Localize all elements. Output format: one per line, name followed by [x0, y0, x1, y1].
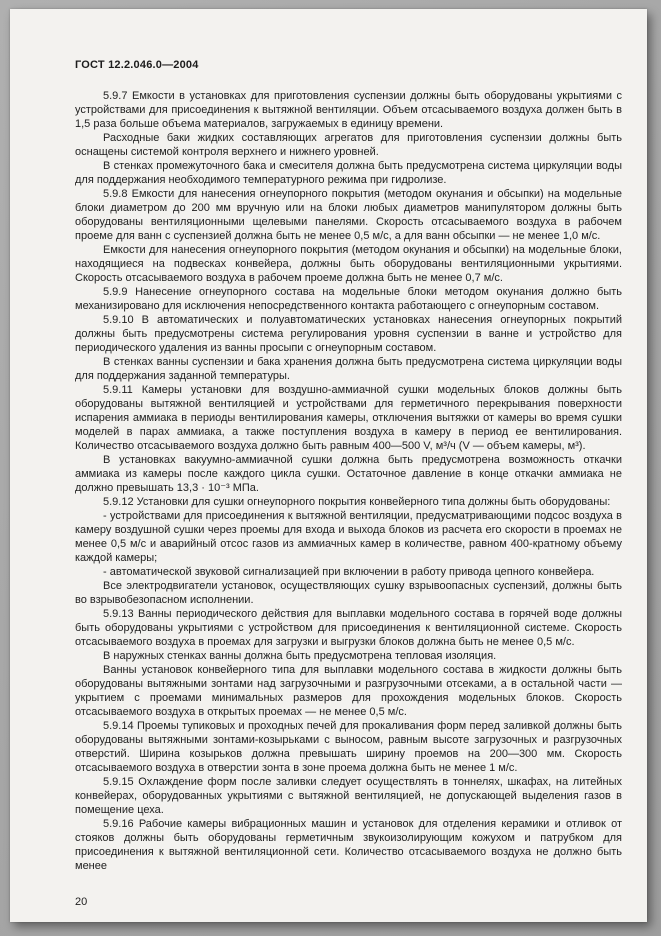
paragraph: Емкости для нанесения огнеупорного покрытия (методом окунания и обсыпки) на модельные блоки, находящиеся на подвесках конвейера, должны быть оборудованы вентиляционными укрытиями. Скорость отсасываемого воздуха в рабочем проеме должна быть не менее 0,7 м/с.	[75, 244, 622, 284]
paragraph: Расходные баки жидких составляющих агрегатов для приготовления суспензии должны быть оснащены системой контроля верхнего и нижнего уровней.	[75, 132, 622, 158]
paragraph: В стенках ванны суспензии и бака хранения должна быть предусмотрена система циркуляции воды для поддержания заданной температуры.	[75, 356, 622, 382]
paragraph: В установках вакуумно-аммиачной сушки должна быть предусмотрена возможность откачки аммиака из камеры после каждого цикла сушки. Остаточное давление в конце откачки аммиака не должно превышать 13,3 · 10⁻³ МПа.	[75, 454, 622, 494]
paragraph: Ванны установок конвейерного типа для выплавки модельного состава в жидкости должны быть оборудованы вытяжными зонтами над загрузочными и разгрузочными отсеками, а в остальной части — укрытием с проемами минимальных размеров для прохождения модельных блоков. Скорость отсасываемого воздуха в открытых проемах — не менее 0,5 м/с.	[75, 664, 622, 718]
paragraph-5-9-10: 5.9.10 В автоматических и полуавтоматических установках нанесения огнеупорных покрытий должны быть предусмотрены система регулирования уровня суспензии в ванне и устройство для периодического удаления из ванны просыпи с огнеупорным составом.	[75, 314, 622, 354]
document-body	[75, 89, 622, 873]
paragraph: В наружных стенках ванны должна быть предусмотрена тепловая изоляция.	[103, 650, 497, 662]
paragraph-5-9-13: 5.9.13 Ванны периодического действия для выплавки модельного состава в горячей воде должны быть оборудованы укрытиями с устройством для присоединения к вентиляционной системе. Скорость отсасываемого воздуха в проемах для загрузки и выгрузки блоков должна быть не менее 0,5 м/с.	[75, 608, 622, 648]
paragraph: Все электродвигатели установок, осуществляющих сушку взрывоопасных суспензий, должны быть во взрывобезопасном исполнении.	[75, 580, 622, 606]
paragraph-5-9-7: 5.9.7 Емкости в установках для приготовления суспензии должны быть оборудованы укрытиями с устройствами для присоединения к вытяжной вентиляции. Объем отсасываемого воздуха должен быть в 1,5 раза больше объема материалов, загружаемых в единицу времени.	[75, 90, 622, 130]
paragraph-5-9-11: 5.9.11 Камеры установки для воздушно-аммиачной сушки модельных блоков должны быть оборудованы вытяжной вентиляцией и устройствами для герметичного перекрывания поверхности испарения аммиака в периоды вентилирования камеры, отключения вытяжки от камеры во время сушки моделей в парах аммиака, а также поступления воздуха в камеру в период ее вентилирования. Количество отсасываемого воздуха должно быть равным 400—500 V, м³/ч (V — объем камеры, м³).	[75, 384, 622, 452]
paragraph-5-9-9: 5.9.9 Нанесение огнеупорного состава на модельные блоки методом окунания должно быть механизировано для исключения непосредственного контакта работающего с огнеупорным составом.	[75, 286, 622, 312]
paragraph-5-9-14: 5.9.14 Проемы тупиковых и проходных печей для прокаливания форм перед заливкой должны быть оборудованы вытяжными зонтами-козырьками с выносом, равным высоте загрузочных и разгрузочных отверстий. Ширина козырьков должна превышать ширину проемов на 200—300 мм. Скорость отсасываемого воздуха в отверстии зонта в зоне проема должна быть не менее 1 м/с.	[75, 720, 622, 774]
document-page	[10, 9, 647, 922]
paragraph-5-9-15: 5.9.15 Охлаждение форм после заливки следует осуществлять в тоннелях, шкафах, на литейных конвейерах, оборудованных укрытиями с вытяжной вентиляцией, не допускающей выделения газов в помещение цеха.	[75, 776, 622, 816]
paragraph-5-9-12: 5.9.12 Установки для сушки огнеупорного покрытия конвейерного типа должны быть оборудованы:	[103, 496, 611, 508]
list-item-dash: - автоматической звуковой сигнализацией при включении в работу привода цепного конвейера.	[103, 566, 595, 578]
standard-number-header: ГОСТ 12.2.046.0—2004	[75, 59, 199, 71]
paragraph-5-9-16: 5.9.16 Рабочие камеры вибрационных машин и установок для отделения керамики и отливок от стояков должны быть оборудованы герметичным звукоизолирующим кожухом и патрубком для присоединения к вытяжной вентиляционной сети. Количество отсасываемого воздуха не должно быть менее	[75, 818, 622, 872]
list-item-dash: - устройствами для присоединения к вытяжной вентиляции, предусматривающими подсос воздуха в камеру воздушной сушки через проемы для входа и выхода блоков из расчета его скорости в проемах не менее 0,5 м/с и аварийный отсос газов из аммиачных камер в количестве, равном 400-кратному объему каждой камеры;	[75, 510, 622, 564]
page-number: 20	[75, 896, 88, 908]
paragraph-5-9-8: 5.9.8 Емкости для нанесения огнеупорного покрытия (методом окунания и обсыпки) на модельные блоки диаметром до 200 мм вручную или на блоки любых диаметров манипулятором должны быть оборудованы вентиляционными щелевыми панелями. Скорость отсасываемого воздуха в рабочем проеме для ванн с суспензией должна быть не менее 0,5 м/с, а для ванн обсыпки — не менее 1,0 м/с.	[75, 188, 622, 242]
paragraph: В стенках промежуточного бака и смесителя должна быть предусмотрена система циркуляции воды для поддержания необходимого температурного режима при гидролизе.	[75, 160, 622, 186]
